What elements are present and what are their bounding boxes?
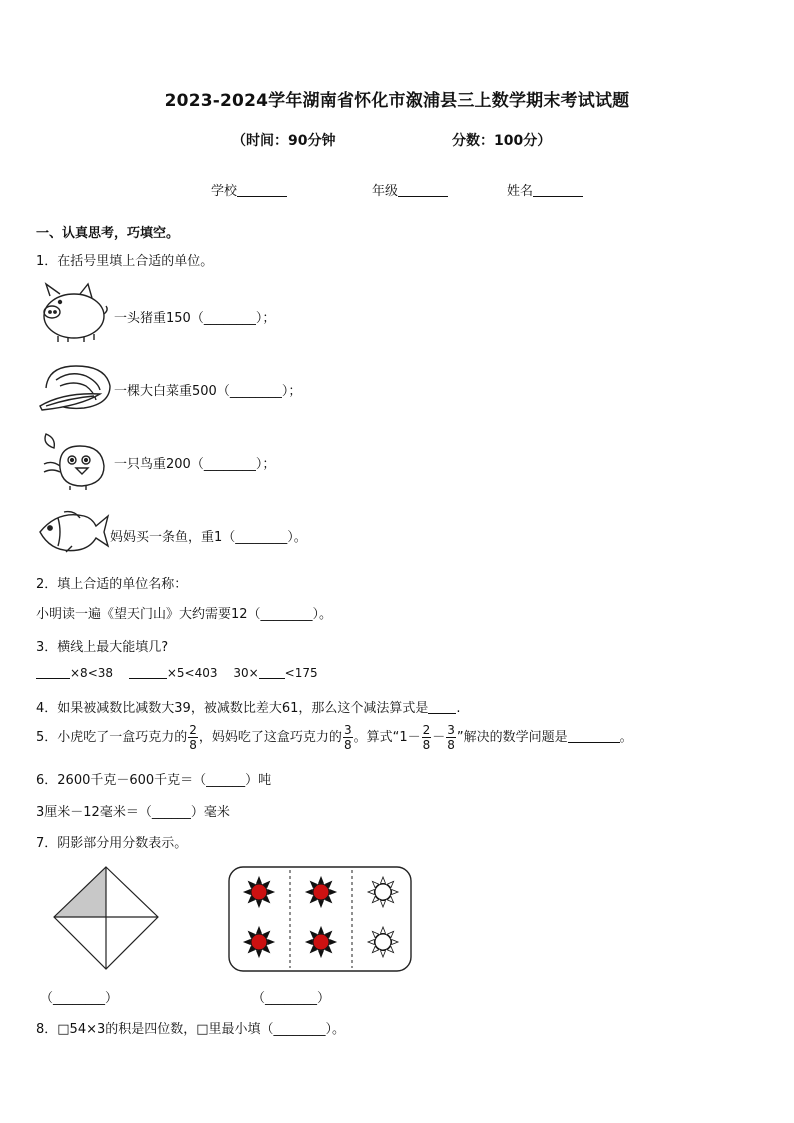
q1-item-fish: 妈妈买一条鱼，重1（________）。 (110, 530, 307, 545)
exam-score: 分数：100分） (452, 133, 552, 149)
q3-blank-a[interactable] (36, 666, 70, 679)
sun-shaded-icon (244, 877, 274, 907)
q1-item-cabbage: 一棵大白菜重500（________）； (114, 384, 302, 399)
sun-plain-icon (368, 877, 398, 907)
fish-icon (36, 508, 112, 560)
q3-expr-a: ×8<38 (70, 666, 114, 680)
q5-frac-d: $\frac{3}{8}$ (447, 723, 455, 752)
bird-icon (40, 428, 110, 494)
q5-frac-c: $\frac{2}{8}$ (422, 723, 431, 752)
q3-expr-c: 30× (233, 666, 259, 680)
q3-expressions (36, 666, 318, 680)
grade-label: 年级 (372, 184, 399, 199)
q6-line2: 3厘米－12毫米＝（______）毫米 (36, 805, 230, 820)
cabbage-icon (36, 362, 112, 418)
q5-frac-a: $\frac{2}{8}$ (189, 723, 197, 752)
q5-text-6: 。 (619, 730, 633, 745)
school-field[interactable] (211, 180, 287, 199)
sun-box-figure (228, 866, 412, 976)
q4-stem: 4．如果被减数比减数大39，被减数比差大61，那么这个减法算式是 (36, 701, 429, 716)
name-blank[interactable] (533, 182, 583, 197)
q7-answer-a[interactable]: （________） (40, 991, 119, 1006)
sun-shaded-icon (306, 927, 336, 957)
q5-text-5: ”解决的数学问题是 (456, 730, 568, 745)
q3-stem: 3．横线上最大能填几? (36, 640, 169, 655)
q5-frac-b: $\frac{3}{8}$ (343, 723, 352, 752)
school-label: 学校 (211, 184, 238, 199)
q5-text-2: ，妈妈吃了这盒巧克力的 (198, 730, 342, 745)
q3-expr-b: ×5<403 (166, 666, 218, 680)
grade-field[interactable] (372, 180, 448, 199)
q4-end: . (456, 701, 461, 716)
q5-text-1: 5．小虎吃了一盒巧克力的 (36, 730, 188, 745)
q7-answer-b[interactable]: （________） (252, 991, 331, 1006)
q3-expr-c2: <175 (284, 666, 318, 680)
sun-plain-icon (368, 927, 398, 957)
sun-shaded-icon (244, 927, 274, 957)
q5-line (36, 724, 633, 751)
q5-text-3: 。算式“1－ (353, 730, 421, 745)
q1-stem: 1．在括号里填上合适的单位。 (36, 254, 214, 269)
q3-blank-b[interactable] (129, 666, 167, 679)
grade-blank[interactable] (398, 182, 448, 197)
q4-blank[interactable] (428, 701, 456, 714)
q2-line: 小明读一遍《望天门山》大约需要12（________）。 (36, 607, 333, 622)
sun-shaded-icon (306, 877, 336, 907)
q1-item-pig: 一头猪重150（________）； (114, 311, 276, 326)
q4-line (36, 697, 461, 716)
page-title: 2023-2024学年湖南省怀化市溆浦县三上数学期末考试试题 (164, 91, 630, 111)
q3-blank-c[interactable] (259, 666, 285, 679)
q8-line: 8．□54×3的积是四位数，□里最小填（________）。 (36, 1022, 346, 1037)
exam-time: （时间：90分钟 (232, 133, 336, 149)
q7-stem: 7．阴影部分用分数表示。 (36, 836, 188, 851)
q1-item-bird: 一只鸟重200（________）； (114, 457, 276, 472)
name-label: 姓名 (507, 184, 534, 199)
school-blank[interactable] (237, 182, 287, 197)
q5-text-4: － (432, 730, 446, 745)
name-field[interactable] (507, 180, 583, 199)
pig-icon (36, 282, 108, 348)
diamond-figure (52, 865, 160, 975)
q2-stem: 2．填上合适的单位名称： (36, 577, 188, 592)
q5-blank[interactable] (568, 730, 620, 743)
section-heading: 一、认真思考，巧填空。 (36, 226, 180, 241)
q6-line1: 6．2600千克－600千克＝（______）吨 (36, 773, 272, 788)
